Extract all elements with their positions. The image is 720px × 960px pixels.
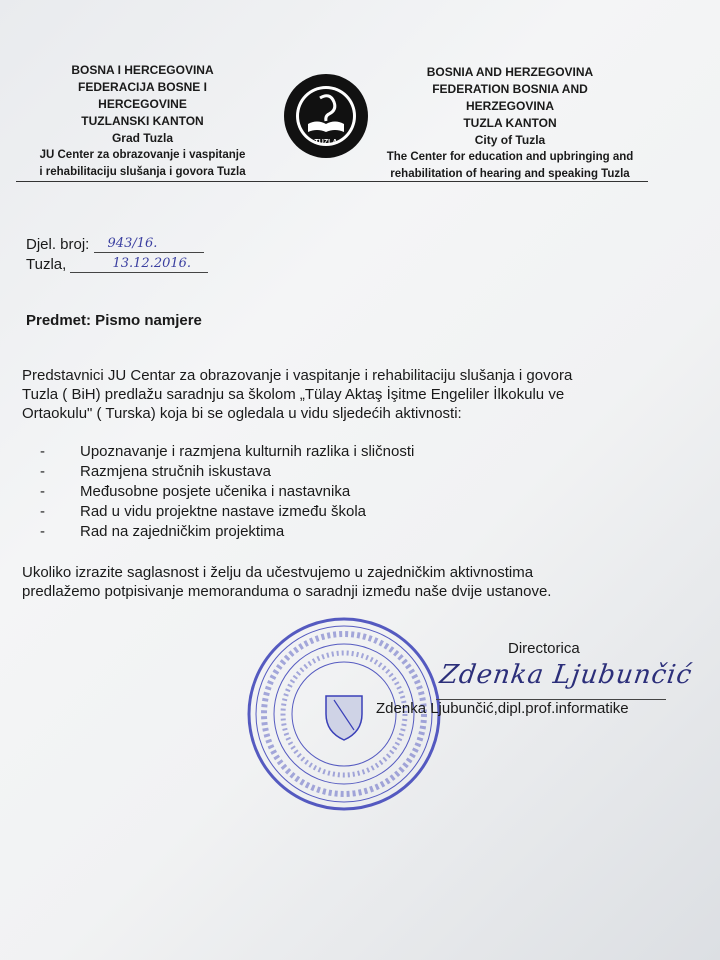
reference-date-value: 13.12.2016. — [112, 256, 192, 271]
canton-bs: TUZLANSKI KANTON — [81, 114, 204, 128]
list-item: - Upoznavanje i razmjena kulturnih razlika i sličnosti — [40, 442, 414, 462]
federation-en-2: HERZEGOVINA — [465, 99, 554, 113]
institution-logo — [282, 72, 370, 160]
list-item: - Rad na zajedničkim projektima — [40, 522, 414, 542]
logo-label: TUZLA — [314, 139, 338, 146]
list-item: - Razmjena stručnih iskustava — [40, 462, 414, 482]
signature-title: Directorica — [508, 640, 580, 657]
federation-en-1: FEDERATION BOSNIA AND — [432, 82, 588, 96]
handwritten-signature: Zdenka Ljubunčić — [437, 660, 695, 690]
institution-en-2: rehabilitation of hearing and speaking Tuzla — [390, 168, 630, 180]
city-bs: Grad Tuzla — [111, 131, 174, 145]
ear-book-icon — [282, 72, 370, 160]
intro-paragraph — [22, 366, 672, 423]
reference-number — [26, 236, 204, 253]
country-bs: BOSNA I HERCEGOVINA — [71, 63, 214, 77]
activities-list — [40, 442, 414, 542]
header-divider — [16, 181, 648, 182]
institution-bs-2: i rehabilitaciju slušanja i govora Tuzla — [39, 166, 246, 178]
list-item: - Rad u vidu projektne nastave između škola — [40, 502, 414, 522]
intro-line: Predstavnici JU Centar za obrazovanje i vaspitanje i rehabilitaciju slušanja i govora — [22, 367, 573, 384]
signatory-name: Zdenka Ljubunčić,dipl.prof.informatike — [376, 700, 629, 717]
city-en: City of Tuzla — [474, 133, 546, 147]
reference-place-label: Tuzla, — [26, 256, 67, 273]
closing-paragraph — [22, 563, 672, 601]
coat-of-arms-icon — [326, 696, 362, 740]
header-right — [380, 64, 640, 183]
institution-bs-1: JU Center za obrazovanje i vaspitanje — [39, 149, 246, 161]
reference-number-label: Djel. broj: — [26, 236, 90, 253]
reference-number-value: 943/16. — [107, 236, 158, 251]
institution-en-1: The Center for education and upbringing and — [386, 151, 634, 163]
list-item: - Međusobne posjete učenika i nastavnika — [40, 482, 414, 502]
country-en: BOSNIA AND HERZEGOVINA — [426, 65, 594, 79]
header-left — [20, 62, 265, 181]
letter-subject: Predmet: Pismo namjere — [26, 312, 202, 329]
closing-line: Ukoliko izrazite saglasnost i želju da učestvujemo u zajedničkim aktivnostima — [22, 564, 534, 581]
reference-date — [26, 256, 208, 273]
closing-line: predlažemo potpisivanje memoranduma o saradnji između naše dvije ustanove. — [22, 583, 552, 600]
intro-line: Ortaokulu" ( Turska) koja bi se ogledala u vidu sljedećih aktivnosti: — [22, 405, 462, 422]
federation-bs-1: FEDERACIJA BOSNE I — [78, 80, 207, 94]
intro-line: Tuzla ( BiH) predlažu saradnju sa školom „Tülay Aktaş İşitme Engeliler İlkokulu ve — [22, 386, 565, 403]
federation-bs-2: HERCEGOVINE — [98, 97, 187, 111]
canton-en: TUZLA KANTON — [463, 116, 557, 130]
